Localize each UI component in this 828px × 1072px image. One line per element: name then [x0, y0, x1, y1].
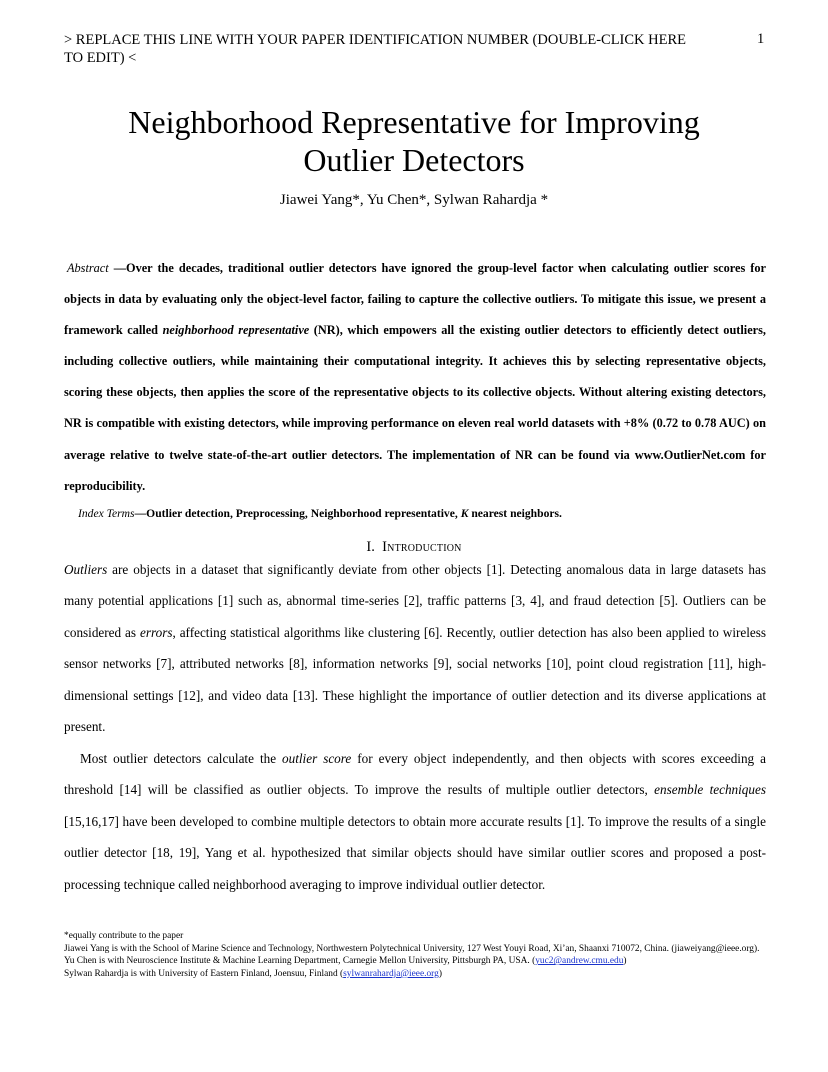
intro-p1-text-a: are objects in a dataset that significantly deviate from other objects [1]. Detecting anomalous data in large datasets has many potential applications [1] such as, abnormal time-series [2], traffic patterns [3, 4], and fraud detection [5]. Outliers can be considered as: [64, 562, 766, 640]
abstract-dash: —: [108, 261, 127, 275]
abstract: [64, 253, 766, 502]
footnote-author-2-text: Yu Chen is with Neuroscience Institute & Machine Learning Department, Carnegie Mellon University, Pittsburgh PA, USA. (: [64, 956, 536, 967]
index-terms-label: Index Terms: [78, 507, 135, 520]
footnote-equal-contribution: *equally contribute to the paper: [64, 931, 184, 941]
footnote-author-2-close: ): [623, 956, 627, 967]
intro-paragraph-2: [64, 743, 766, 900]
footnote-author-3-text: Sylwan Rahardja is with University of Eastern Finland, Joensuu, Finland (: [64, 968, 344, 979]
section-number: I.: [366, 539, 375, 555]
abstract-text-1: Over the decades, traditional outlier detectors have ignored the group-level factor when calculating outlier scores for objects in data by evaluating only the object-level factor, failing to capture the collective outliers. To mitigate this issue, we present a framework called: [64, 261, 766, 338]
title-line-2: Outlier Detectors: [303, 142, 525, 178]
intro-p2-text-b: for every object independently, and then objects with scores exceeding a threshold [14] will be classified as outlier objects. To improve the results of multiple outlier detectors,: [64, 751, 766, 798]
index-terms-text-2: nearest neighbors.: [468, 507, 562, 520]
index-terms-k: K: [460, 507, 469, 520]
index-terms: [78, 507, 778, 520]
index-terms-text-1: Outlier detection, Preprocessing, Neighborhood representative,: [146, 507, 461, 520]
footnotes: [64, 930, 774, 980]
footnote-author-2: [64, 955, 774, 968]
term-ensemble-techniques: ensemble techniques: [654, 782, 766, 798]
footnote-author-3-close: ): [438, 968, 442, 979]
abstract-label: Abstract: [67, 261, 109, 275]
email-link-yu-chen[interactable]: yuc2@andrew.cmu.edu: [535, 956, 624, 967]
title-line-1: Neighborhood Representative for Improving: [128, 104, 700, 140]
page-number: 1: [757, 31, 765, 47]
paper-title: [0, 103, 828, 179]
email-link-sylwan-rahardja[interactable]: sylwanrahardja@ieee.org: [343, 968, 439, 979]
abstract-emphasis: neighborhood representative: [162, 323, 310, 338]
index-terms-dash: —: [134, 507, 147, 520]
footnote-author-3: [64, 968, 774, 981]
page-header: > REPLACE THIS LINE WITH YOUR PAPER IDENTIFICATION NUMBER (DOUBLE-CLICK HERE TO EDIT) <: [64, 32, 686, 66]
intro-p1-text-b: , affecting statistical algorithms like clustering [6]. Recently, outlier detection has also been applied to wireless sensor networks [7], attributed networks [8], information networks [9], social networks [10], point cloud registration [11], high-dimensional settings [12], and video data [13]. These highlight the importance of outlier detection and its diverse applications at present.: [64, 624, 767, 735]
abstract-text-2: (NR), which empowers all the existing outlier detectors to efficiently detect outliers, including collective outliers, while maintaining their computational integrity. It achieves this by selecting representative objects, scoring these objects, then applies the score of the representative objects to its collective objects. Without altering existing detectors, NR is compatible with existing detectors, while improving performance on eleven real world datasets with +8% (0.72 to 0.78 AUC) on average relative to twelve state-of-the-art outlier detectors. The implementation of NR can be found via www.OutlierNet.com for reproducibility.: [64, 323, 766, 493]
footnote-author-1: Jiawei Yang is with the School of Marine Science and Technology, Northwestern Polytechnical University, 127 West Youyi Road, Xi’an, Shaanxi 710072, China. (jiaweiyang@ieee.org).: [64, 943, 760, 954]
intro-paragraph-1: [64, 554, 766, 742]
term-outlier-score: outlier score: [282, 751, 352, 766]
intro-p2-text-c: [15,16,17] have been developed to combine multiple detectors to obtain more accurate results [1]. To improve the results of a single outlier detector [18, 19], Yang et al. hypothesized that similar objects should have similar outlier scores and proposed a post-processing technique called neighborhood averaging to improve individual outlier detector.: [64, 813, 766, 892]
term-outliers: Outliers: [64, 562, 108, 577]
author-list: Jiawei Yang*, Yu Chen*, Sylwan Rahardja *: [279, 192, 549, 208]
term-errors: errors: [139, 624, 173, 640]
section-title: Introduction: [382, 539, 462, 555]
intro-p2-text-a: Most outlier detectors calculate the: [80, 751, 283, 766]
